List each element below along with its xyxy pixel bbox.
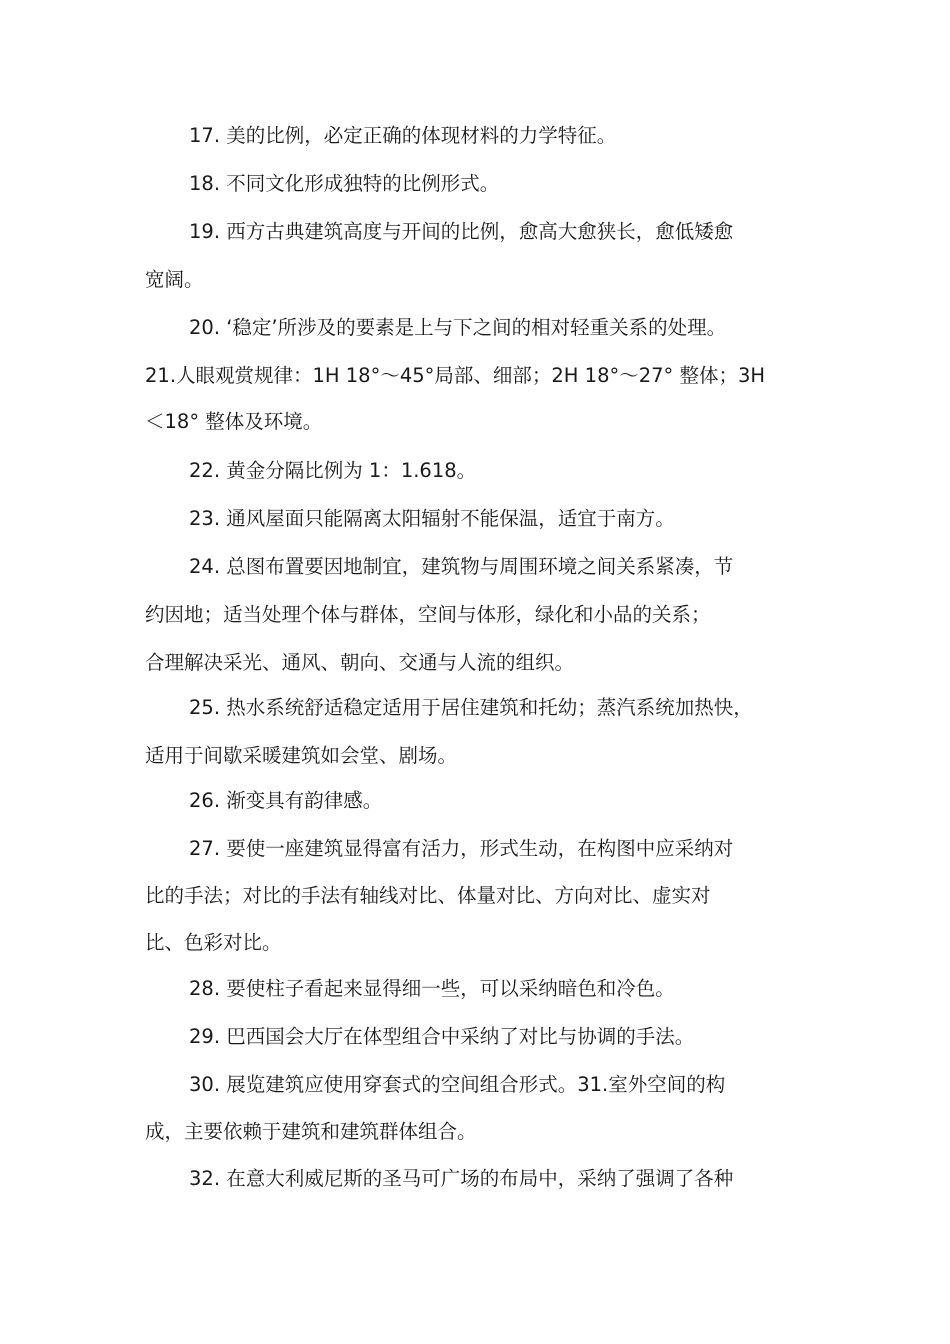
text-line: 宽阔。 — [145, 268, 204, 291]
text-line: 18. 不同文化形成独特的比例形式。 — [189, 172, 500, 195]
text-line: 合理解决采光、通风、朝向、交通与人流的组织。 — [145, 651, 575, 674]
text-line: 20. ‘稳定’所涉及的要素是上与下之间的相对轻重关系的处理。 — [189, 316, 727, 339]
text-line: 22. 黄金分隔比例为 1：1.618。 — [189, 459, 477, 482]
text-line: 适用于间歇采暖建筑如会堂、剧场。 — [145, 744, 458, 767]
text-line: 25. 热水系统舒适稳定适用于居住建筑和托幼；蒸汽系统加热快， — [189, 696, 753, 719]
text-line: 26. 渐变具有韵律感。 — [189, 789, 383, 812]
text-line: ＜18° 整体及环境。 — [145, 410, 323, 433]
text-line: 30. 展览建筑应使用穿套式的空间组合形式。31.室外空间的构 — [189, 1073, 726, 1096]
text-line: 17. 美的比例，必定正确的体现材料的力学特征。 — [189, 124, 617, 147]
text-line: 21.人眼观赏规律：1H 18°～45°局部、细部；2H 18°～27° 整体；3H — [145, 364, 766, 387]
text-line: 29. 巴西国会大厅在体型组合中采纳了对比与协调的手法。 — [189, 1025, 695, 1048]
text-line: 成，主要依赖于建筑和建筑群体组合。 — [145, 1120, 477, 1143]
text-line: 27. 要使一座建筑显得富有活力，形式生动，在构图中应采纳对 — [189, 837, 734, 860]
text-line: 23. 通风屋面只能隔离太阳辐射不能保温，适宜于南方。 — [189, 507, 675, 530]
text-line: 比、色彩对比。 — [145, 931, 282, 954]
text-line: 28. 要使柱子看起来显得细一些，可以采纳暗色和冷色。 — [189, 977, 675, 1000]
text-line: 32. 在意大利威尼斯的圣马可广场的布局中，采纳了强调了各种 — [189, 1167, 734, 1190]
text-line: 24. 总图布置要因地制宜，建筑物与周围环境之间关系紧凑，节 — [189, 555, 734, 578]
text-line: 19. 西方古典建筑高度与开间的比例，愈高大愈狭长，愈低矮愈 — [189, 220, 734, 243]
text-line: 比的手法；对比的手法有轴线对比、体量对比、方向对比、虚实对 — [145, 884, 711, 907]
text-line: 约因地；适当处理个体与群体，空间与体形，绿化和小品的关系； — [145, 603, 711, 626]
